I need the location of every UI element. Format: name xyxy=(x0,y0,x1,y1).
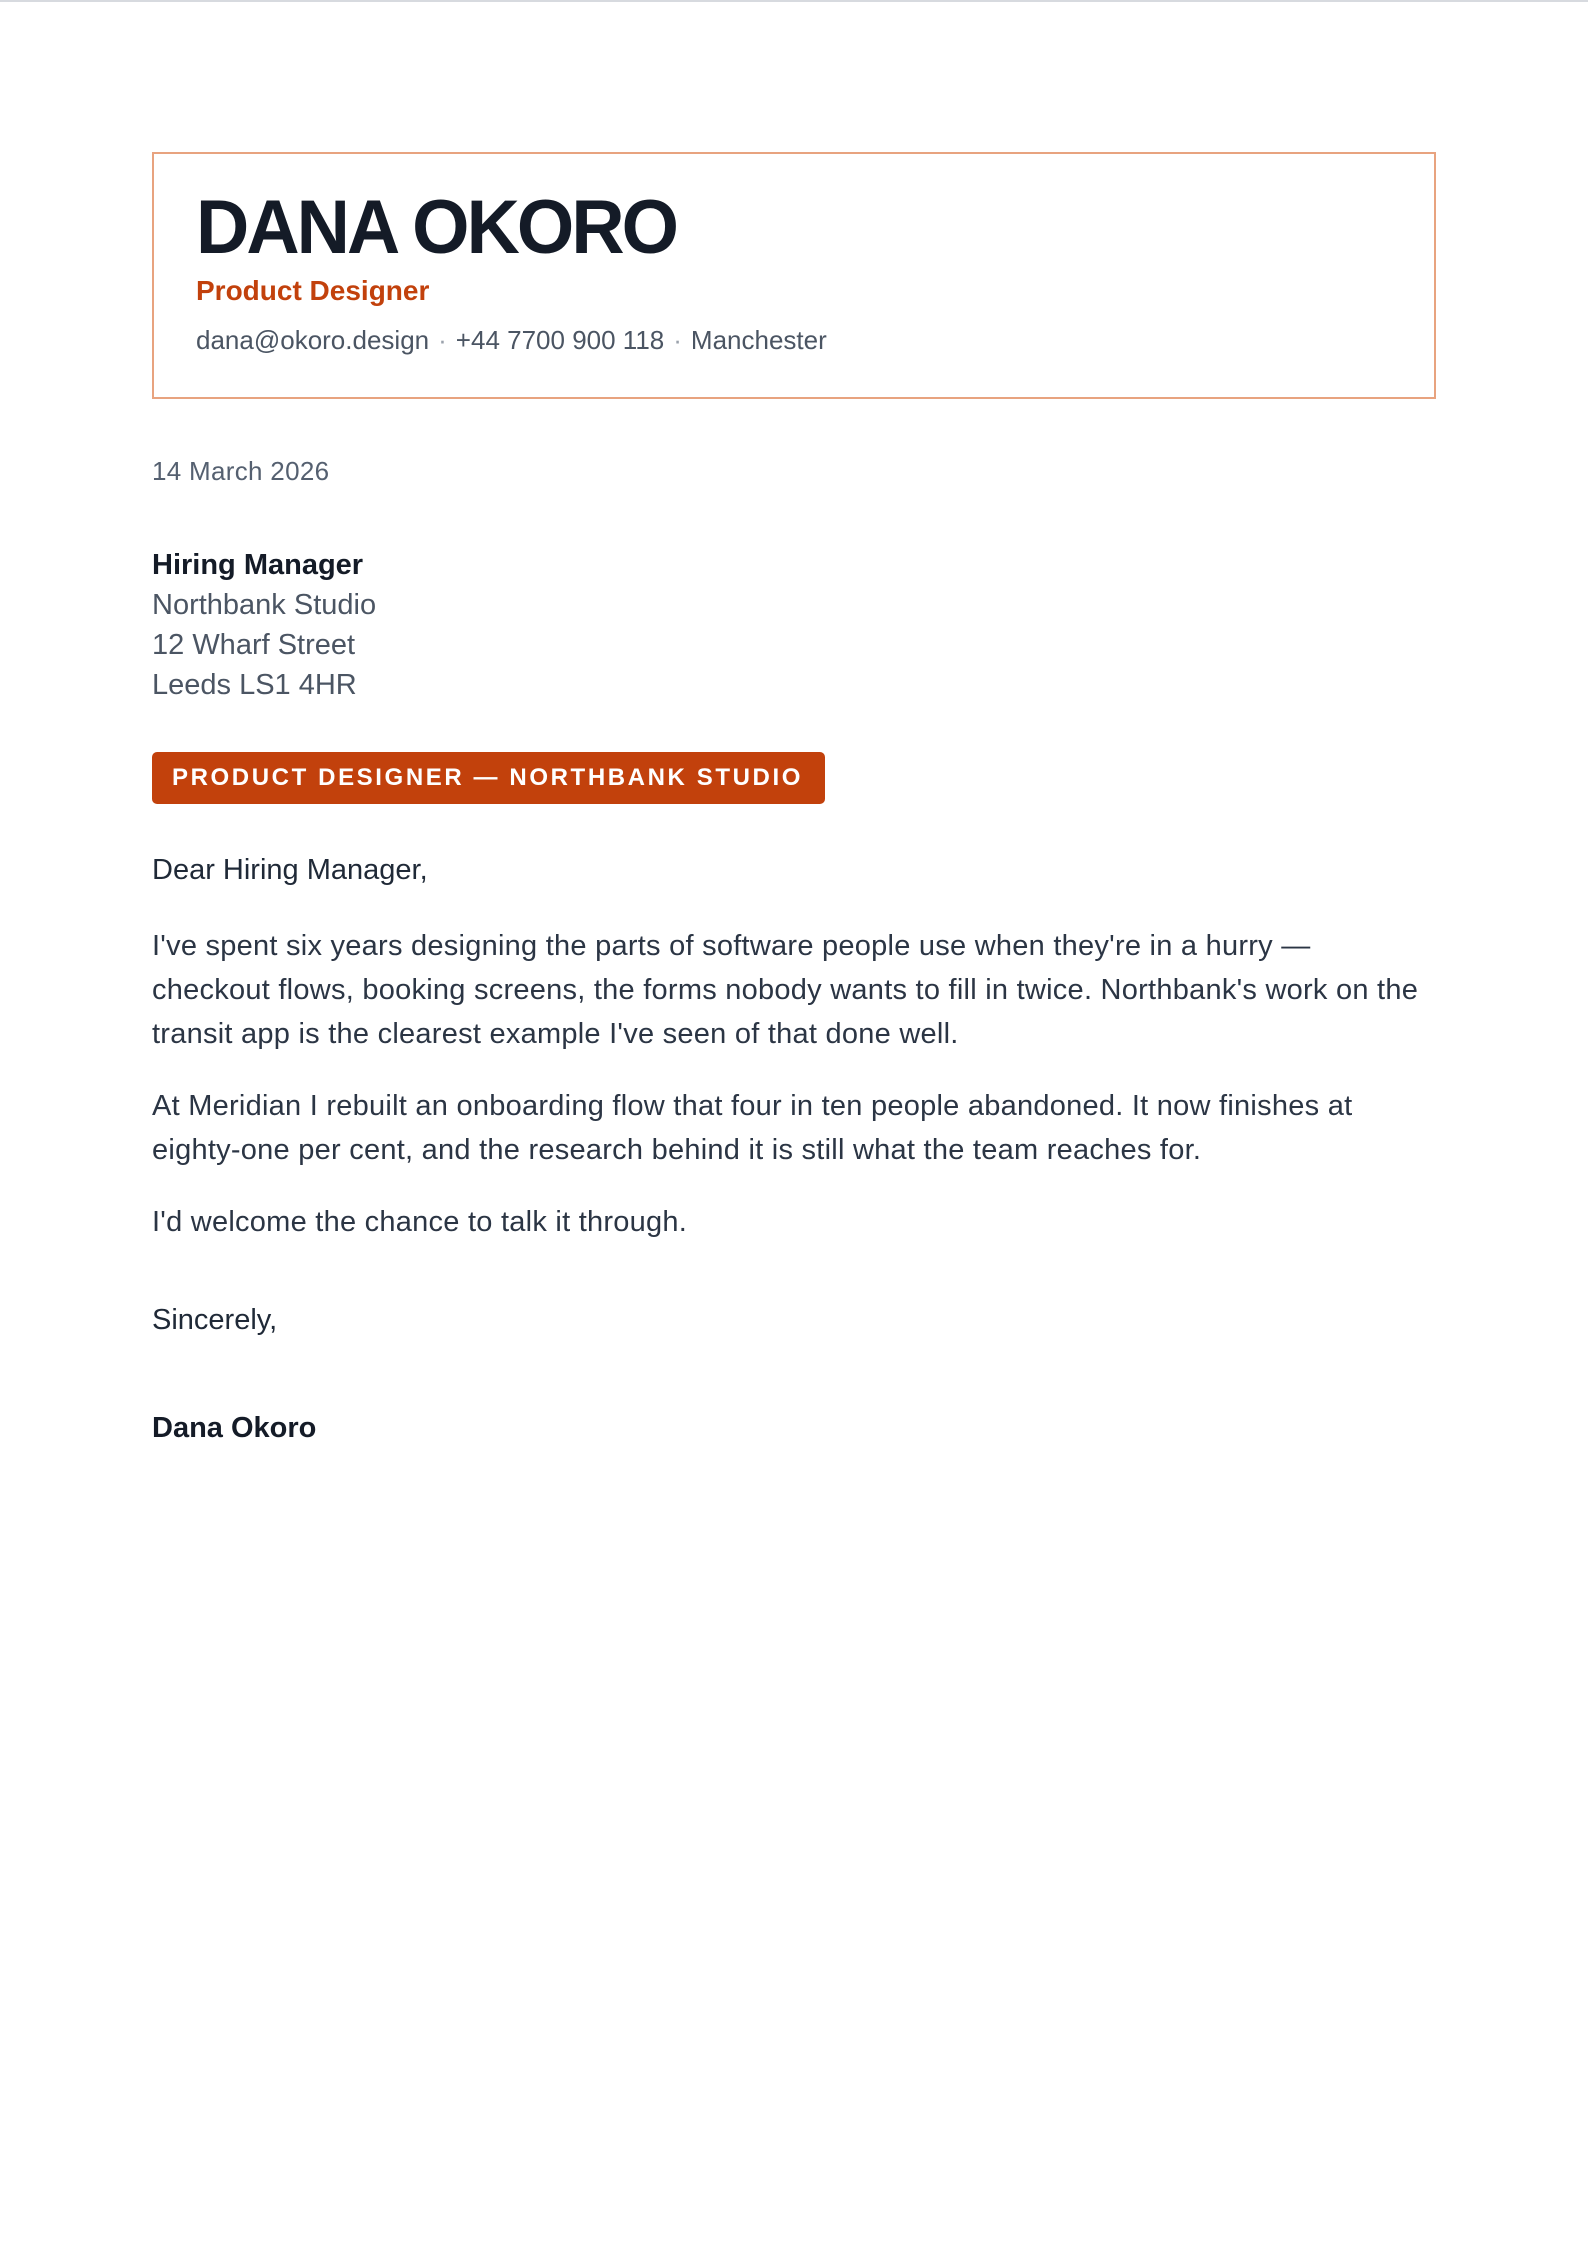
body-paragraph: I've spent six years designing the parts of software people use when they're in a hurry — checkout flows, booking screens, the forms nobody wants to fill in twice. Northbank's work on the transit app is the clearest example I've seen of that done well. xyxy=(152,930,1419,1050)
top-divider xyxy=(0,0,1588,2)
letter-date: 14 March 2026 xyxy=(152,456,330,486)
cover-letter-page xyxy=(152,152,1436,1448)
recipient-title: Hiring Manager xyxy=(152,549,364,581)
recipient-street: 12 Wharf Street xyxy=(152,629,356,661)
body-paragraph: I'd welcome the chance to talk it through. xyxy=(152,1206,688,1238)
letter-body xyxy=(152,924,1436,1244)
recipient-block xyxy=(152,545,1436,705)
salutation: Dear Hiring Manager, xyxy=(152,854,428,886)
closing: Sincerely, xyxy=(152,1304,278,1336)
contact-separator: · xyxy=(438,325,447,355)
sender-name: DANA OKORO xyxy=(196,185,677,270)
sender-phone: +44 7700 900 118 xyxy=(455,325,665,355)
contact-separator: · xyxy=(673,325,682,355)
recipient-city: Leeds LS1 4HR xyxy=(152,669,357,701)
sender-role: Product Designer xyxy=(196,275,430,306)
recipient-company: Northbank Studio xyxy=(152,589,377,621)
sender-location: Manchester xyxy=(690,325,827,355)
signature: Dana Okoro xyxy=(152,1412,317,1444)
position-badge: PRODUCT DESIGNER — NORTHBANK STUDIO xyxy=(152,752,825,804)
body-paragraph: At Meridian I rebuilt an onboarding flow that four in ten people abandoned. It now finishes at eighty-one per cent, and the research behind it is still what the team reaches for. xyxy=(152,1090,1353,1166)
letterhead xyxy=(152,152,1436,399)
sender-email: dana@okoro.design xyxy=(196,325,430,355)
contact-line xyxy=(196,324,1392,356)
